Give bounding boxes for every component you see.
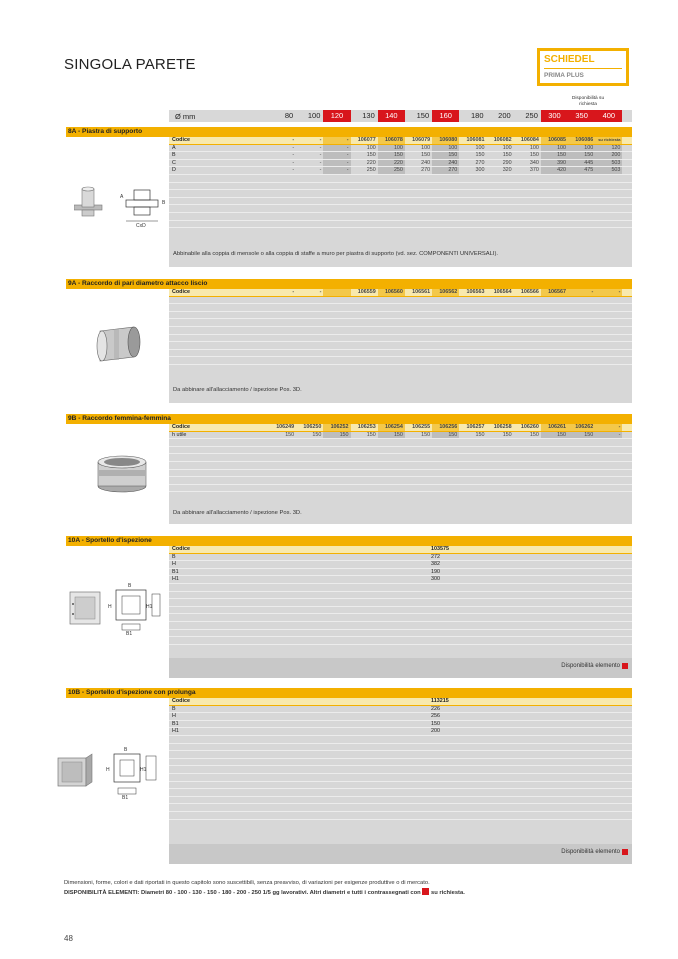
table-row (169, 289, 632, 297)
label-h: H (106, 767, 110, 773)
section-10b (66, 688, 632, 864)
table-cell: 290 (502, 159, 512, 166)
table-cell: - (568, 289, 595, 296)
empty-row (169, 357, 632, 365)
table-row (169, 576, 632, 584)
table-cell: 150 (541, 432, 568, 439)
row-label: A (172, 144, 176, 151)
table-row (169, 721, 632, 729)
empty-row (169, 797, 632, 805)
table-cell: 106249 (276, 424, 295, 430)
row-value: 150 (431, 720, 440, 727)
label-b1: B1 (122, 795, 129, 800)
table-cell: 270 (475, 159, 485, 166)
empty-row (169, 213, 632, 221)
support-plate-image (74, 181, 170, 237)
empty-row (169, 485, 632, 493)
label-b1: B1 (126, 631, 133, 636)
table-cell: 100 (432, 145, 459, 152)
table-cell: 150 (421, 152, 431, 159)
empty-row (169, 198, 632, 206)
table-cell: 150 (366, 152, 376, 159)
table-cell: - (323, 160, 350, 167)
table-cell: - (323, 137, 350, 144)
table-cell: 100 (568, 145, 595, 152)
table-cell: 270 (432, 167, 459, 174)
availability-legend (561, 849, 628, 855)
table-cell: 320 (502, 167, 512, 174)
table-cell: 106566 (520, 289, 539, 295)
table-cell: 220 (366, 159, 376, 166)
table-cell: - (319, 144, 322, 151)
brand-name: SCHIEDEL (544, 54, 595, 65)
section-10a (66, 536, 632, 678)
empty-row (169, 342, 632, 350)
row-value: 113215 (431, 698, 449, 704)
section-title: 10B - Sportello d'ispezione con prolunga (66, 688, 632, 698)
row-label: Codice (172, 137, 190, 143)
table-cell: 106250 (303, 424, 322, 430)
row-label: Codice (172, 289, 190, 295)
row-label: Codice (172, 698, 190, 704)
table-cell: 106257 (466, 424, 485, 430)
section-9a (66, 279, 632, 403)
table-cell: 100 (378, 145, 405, 152)
diameter-cell: 300 (541, 110, 568, 122)
table-cell: 106564 (493, 289, 512, 295)
table-cell: 150 (475, 152, 485, 159)
section-note: Da abbinare all'allacciamento / ispezione Pos. 3D. (173, 510, 302, 516)
row-label: H (172, 713, 176, 720)
extended-inspection-door-image (50, 744, 166, 800)
row-value: 382 (431, 561, 440, 568)
footer (64, 878, 465, 898)
table-cell: 150 (568, 432, 595, 439)
table-cell: 200 (595, 152, 622, 159)
empty-row (169, 447, 632, 455)
inspection-door-image (68, 580, 168, 636)
table-cell: su richiesta (595, 137, 622, 144)
table-cell: 445 (568, 160, 595, 167)
table-cell: 106084 (520, 137, 539, 143)
table-cell: 106079 (412, 137, 431, 143)
table-cell: - (292, 152, 295, 159)
diameter-cell: 250 (525, 111, 538, 120)
table-cell: - (319, 159, 322, 166)
table-cell: - (595, 289, 622, 296)
table-cell: - (319, 289, 322, 295)
table-row (169, 160, 632, 168)
table-cell: 100 (529, 144, 539, 151)
diameter-cell: 120 (323, 110, 350, 122)
empty-row (169, 221, 632, 229)
table-cell: 100 (421, 144, 431, 151)
table-cell: 106559 (357, 289, 376, 295)
row-label: B1 (172, 720, 179, 727)
brand-subtitle: PRIMA PLUS (544, 72, 584, 79)
table-cell: - (292, 137, 295, 143)
table-cell: 150 (568, 152, 595, 159)
table-cell: 100 (541, 145, 568, 152)
fitting-smooth-image (94, 323, 150, 365)
empty-row (169, 312, 632, 320)
table-cell: 106254 (378, 424, 405, 431)
row-value: 103575 (431, 546, 449, 552)
table-cell: 150 (323, 432, 350, 439)
table-cell: 106560 (378, 289, 405, 296)
table-row (169, 424, 632, 432)
table-cell: 150 (312, 431, 322, 438)
table-cell: 240 (421, 159, 431, 166)
page-title: SINGOLA PARETE (64, 56, 196, 73)
row-label: B (172, 553, 176, 560)
table-cell: 150 (432, 152, 459, 159)
empty-row (169, 599, 632, 607)
row-label: Codice (172, 546, 190, 552)
diameter-cell: 160 (432, 110, 459, 122)
table-row (169, 561, 632, 569)
table-cell: 106563 (466, 289, 485, 295)
diameter-cell: 80 (284, 111, 294, 120)
red-square-icon (622, 663, 628, 669)
table-cell: 250 (378, 167, 405, 174)
section-9b (66, 414, 632, 524)
brand-divider (544, 68, 622, 69)
availability-legend (561, 663, 628, 669)
table-cell: 106561 (412, 289, 431, 295)
table-cell: 150 (475, 431, 485, 438)
table-row (169, 554, 632, 562)
empty-row (169, 751, 632, 759)
table-row (169, 546, 632, 554)
table-cell: 150 (421, 431, 431, 438)
table-row (169, 137, 632, 145)
table-cell: 106086 (568, 137, 595, 144)
empty-row (169, 304, 632, 312)
section-title: 10A - Sportello d'ispezione (66, 536, 632, 546)
table-cell: 150 (529, 431, 539, 438)
section-title: 8A - Piastra di supporto (66, 127, 632, 137)
empty-row (169, 614, 632, 622)
empty-row (169, 759, 632, 767)
section-table (169, 289, 632, 403)
table-cell: - (323, 145, 350, 152)
section-title: 9B - Raccordo femmina-femmina (66, 414, 632, 424)
table-cell: - (323, 152, 350, 159)
row-label: B (172, 705, 176, 712)
availability-label: Disponibilità elemento (561, 849, 620, 855)
table-cell: 150 (432, 432, 459, 439)
diameter-cell: 400 (595, 110, 622, 122)
table-row (169, 713, 632, 721)
row-label: Codice (172, 424, 190, 430)
empty-row (169, 804, 632, 812)
empty-row (169, 183, 632, 191)
empty-row (169, 812, 632, 820)
empty-row (169, 782, 632, 790)
label-b: B (124, 747, 128, 753)
row-label: H (172, 561, 176, 568)
table-row (169, 706, 632, 714)
row-value: 200 (431, 728, 440, 735)
empty-row (169, 477, 632, 485)
empty-row (169, 766, 632, 774)
empty-row (169, 327, 632, 335)
row-label: B (172, 152, 176, 159)
row-value: 190 (431, 568, 440, 575)
section-note: Da abbinare all'allacciamento / ispezione Pos. 3D. (173, 387, 302, 393)
table-cell: - (595, 424, 622, 431)
empty-row (169, 190, 632, 198)
label-b: B (128, 583, 132, 589)
section-table (169, 546, 632, 678)
diameter-cell: 150 (416, 111, 430, 120)
diameter-header (169, 110, 632, 122)
row-value: 226 (431, 705, 440, 712)
female-fitting-image (92, 454, 152, 494)
table-cell: 150 (378, 152, 405, 159)
table-cell: 220 (378, 160, 405, 167)
empty-row (169, 297, 632, 305)
table-cell: 503 (595, 167, 622, 174)
section-note: Abbinabile alla coppia di mensole o alla coppia di staffe a muro per piastra di supporto (vd. sez. COMPONENTI UNIVERSALI). (173, 251, 498, 257)
label-h1: H1 (146, 604, 153, 610)
table-cell: 106562 (432, 289, 459, 296)
table-cell: 106252 (323, 424, 350, 431)
table-cell: 150 (378, 432, 405, 439)
table-cell (323, 289, 350, 296)
table-cell: 150 (541, 152, 568, 159)
row-label: h utile (172, 431, 187, 438)
table-cell: 120 (595, 145, 622, 152)
empty-row (169, 439, 632, 447)
table-cell: 420 (541, 167, 568, 174)
table-cell: 250 (366, 167, 376, 174)
empty-row (169, 584, 632, 592)
table-cell: 106258 (493, 424, 512, 430)
empty-row (169, 744, 632, 752)
empty-row (169, 622, 632, 630)
table-cell: - (319, 137, 322, 143)
empty-row (169, 319, 632, 327)
footer-availability-suffix: su richiesta. (430, 890, 465, 896)
table-cell: 150 (285, 431, 295, 438)
red-square-icon (622, 849, 628, 855)
diameter-cell: 200 (498, 111, 511, 120)
row-label: C (172, 159, 176, 166)
empty-row (169, 630, 632, 638)
availability-note: Disponibilità su richiesta (571, 96, 605, 107)
diameter-cell: 130 (362, 111, 375, 120)
table-cell: - (292, 167, 295, 174)
table-row (169, 167, 632, 175)
page-number: 48 (64, 934, 73, 943)
empty-row (169, 335, 632, 343)
table-row (169, 432, 632, 440)
table-cell: 106567 (541, 289, 568, 296)
table-row (169, 152, 632, 160)
section-8a (66, 127, 632, 267)
table-cell: 100 (366, 144, 376, 151)
empty-row (169, 736, 632, 744)
red-square-icon (422, 888, 429, 895)
row-value: 300 (431, 576, 440, 583)
footer-availability-text: DISPONIBILITÀ ELEMENTI: Diametri 80 - 100 - 130 - 150 - 180 - 200 - 250 1/5 gg lavorativi. Altri diametri e tutti i contrassegnati con (64, 890, 421, 896)
table-cell: 390 (541, 160, 568, 167)
table-cell: 106078 (378, 137, 405, 144)
label-b: B (162, 200, 166, 206)
table-cell: 106080 (432, 137, 459, 144)
section-table (169, 424, 632, 524)
table-cell: 106081 (466, 137, 485, 143)
table-cell: 503 (595, 160, 622, 167)
table-cell: 240 (432, 160, 459, 167)
section-title: 9A - Raccordo di pari diametro attacco liscio (66, 279, 632, 289)
table-cell: 150 (502, 431, 512, 438)
row-label: H1 (172, 576, 179, 583)
empty-row (169, 454, 632, 462)
table-cell: - (292, 289, 295, 295)
table-cell: 300 (475, 167, 485, 174)
table-cell: 106082 (493, 137, 512, 143)
table-cell: - (292, 159, 295, 166)
empty-row (169, 175, 632, 183)
table-cell: - (323, 167, 350, 174)
label-a: A (120, 194, 124, 200)
label-h1: H1 (140, 767, 147, 773)
table-cell: 475 (568, 167, 595, 174)
table-cell: 100 (502, 144, 512, 151)
table-row (169, 569, 632, 577)
empty-row (169, 592, 632, 600)
table-cell: 100 (475, 144, 485, 151)
diameter-cell: 350 (568, 110, 595, 122)
table-cell: - (319, 167, 322, 174)
table-cell: 150 (529, 152, 539, 159)
label-h: H (108, 604, 112, 610)
table-cell: 106260 (520, 424, 539, 430)
table-cell: 106077 (357, 137, 376, 143)
table-row (169, 728, 632, 736)
availability-label: Disponibilità elemento (561, 663, 620, 669)
table-row (169, 698, 632, 706)
empty-row (169, 774, 632, 782)
empty-row (169, 462, 632, 470)
empty-row (169, 470, 632, 478)
brand-logo (537, 48, 629, 86)
table-cell: - (319, 152, 322, 159)
empty-row (169, 607, 632, 615)
table-row (169, 145, 632, 153)
diameter-cell: 180 (470, 111, 484, 120)
empty-row (169, 205, 632, 213)
footer-disclaimer: Dimensioni, forme, colori e dati riportati in questo capitolo sono suscettibili, senza preavviso, di variazioni per esigenze produttive o di mercato. (64, 880, 430, 886)
row-value: 256 (431, 713, 440, 720)
empty-row (169, 350, 632, 358)
diameter-cell: 140 (378, 110, 405, 122)
empty-row (169, 637, 632, 645)
table-cell: - (292, 144, 295, 151)
table-cell: 150 (366, 431, 376, 438)
table-cell: 370 (529, 167, 539, 174)
diameter-label: Ø mm (175, 111, 196, 121)
table-cell: 106085 (541, 137, 568, 144)
label-cxd: CxD (136, 223, 146, 229)
row-label: H1 (172, 728, 179, 735)
table-cell: 150 (502, 152, 512, 159)
row-label: D (172, 167, 176, 174)
table-cell: 106261 (541, 424, 568, 431)
table-cell: 340 (529, 159, 539, 166)
section-table (169, 698, 632, 864)
row-label: B1 (172, 568, 179, 575)
row-value: 272 (431, 553, 440, 560)
table-cell: - (595, 432, 622, 439)
section-table (169, 137, 632, 267)
table-cell: 106253 (357, 424, 376, 430)
table-cell: 106256 (432, 424, 459, 431)
footer-availability (64, 888, 465, 898)
table-cell: 106262 (568, 424, 595, 431)
diameter-cell: 100 (307, 111, 321, 120)
empty-row (169, 789, 632, 797)
table-cell: 270 (421, 167, 431, 174)
table-cell: 106255 (412, 424, 431, 430)
